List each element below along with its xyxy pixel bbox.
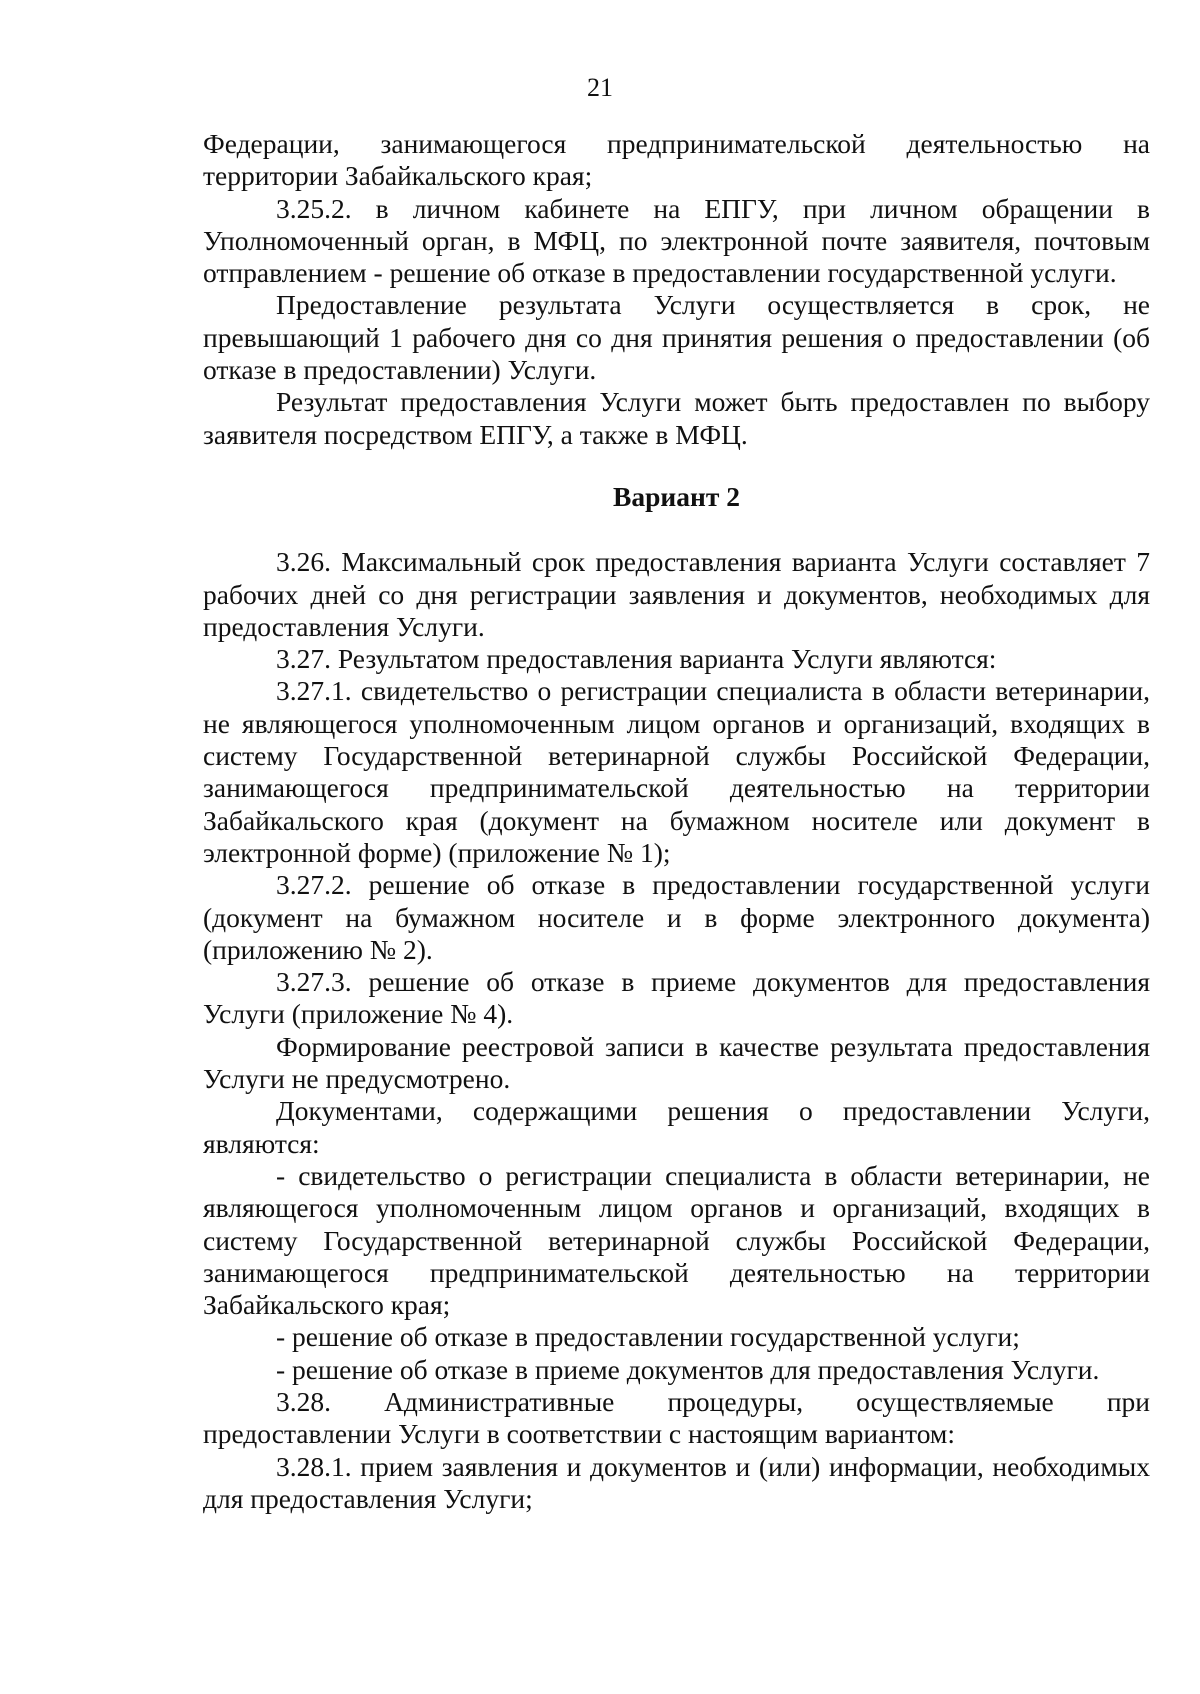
paragraph: 3.28.1. прием заявления и документов и (или) информации, необходимых для предоставления Услуги; [203, 1450, 1150, 1514]
section-heading: Вариант 2 [613, 480, 740, 512]
paragraph: 3.27. Результатом предоставления варианта Услуги являются: [276, 643, 997, 675]
paragraph: Предоставление результата Услуги осуществляется в срок, не превышающий 1 рабочего дня со дня принятия решения о предоставлении (об отказе в предоставлении) Услуги. [203, 289, 1150, 386]
document-body [203, 128, 1150, 1515]
paragraph: 3.28. Административные процедуры, осуществляемые при предоставлении Услуги в соответствии с настоящим вариантом: [203, 1385, 1150, 1450]
paragraph: 3.27.3. решение об отказе в приеме документов для предоставления Услуги (приложение № 4). [203, 966, 1150, 1030]
list-item: - свидетельство о регистрации специалиста в области ветеринарии, не являющегося уполномоченным лицом органов и организаций, входящих в систему Государственной ветеринарной службы Российской Федерации, занимающегося предпринимательской деятельностью на территории Забайкальского края; [203, 1159, 1150, 1321]
paragraph: 3.25.2. в личном кабинете на ЕПГУ, при личном обращении в Уполномоченный орган, в МФЦ, по электронной почте заявителя, почтовым отправлением - решение об отказе в предоставлении государственной услуги. [203, 192, 1150, 289]
paragraph: Документами, содержащими решения о предоставлении Услуги, являются: [203, 1095, 1150, 1159]
page-number: 21 [587, 73, 613, 102]
paragraph: Формирование реестровой записи в качестве результата предоставления Услуги не предусмотрено. [203, 1030, 1150, 1095]
paragraph: Федерации, занимающегося предпринимательской деятельностью на территории Забайкальского края; [203, 128, 1150, 192]
list-item: - решение об отказе в предоставлении государственной услуги; [276, 1321, 1020, 1353]
paragraph: 3.26. Максимальный срок предоставления варианта Услуги составляет 7 рабочих дней со дня регистрации заявления и документов, необходимых для предоставления Услуги. [203, 546, 1150, 642]
paragraph: 3.27.1. свидетельство о регистрации специалиста в области ветеринарии, не являющегося уполномоченным лицом органов и организаций, входящих в систему Государственной ветеринарной службы Российской Федерации, занимающегося предпринимательской деятельностью на территории Забайкальского края (документ на бумажном носителе или документ в электронной форме) (приложение № 1); [203, 675, 1150, 868]
list-item: - решение об отказе в приеме документов для предоставления Услуги. [276, 1353, 1100, 1385]
paragraph: Результат предоставления Услуги может быть предоставлен по выбору заявителя посредством ЕПГУ, а также в МФЦ. [203, 386, 1150, 450]
paragraph: 3.27.2. решение об отказе в предоставлении государственной услуги (документ на бумажном носителе и в форме электронного документа) (приложению № 2). [203, 869, 1150, 965]
